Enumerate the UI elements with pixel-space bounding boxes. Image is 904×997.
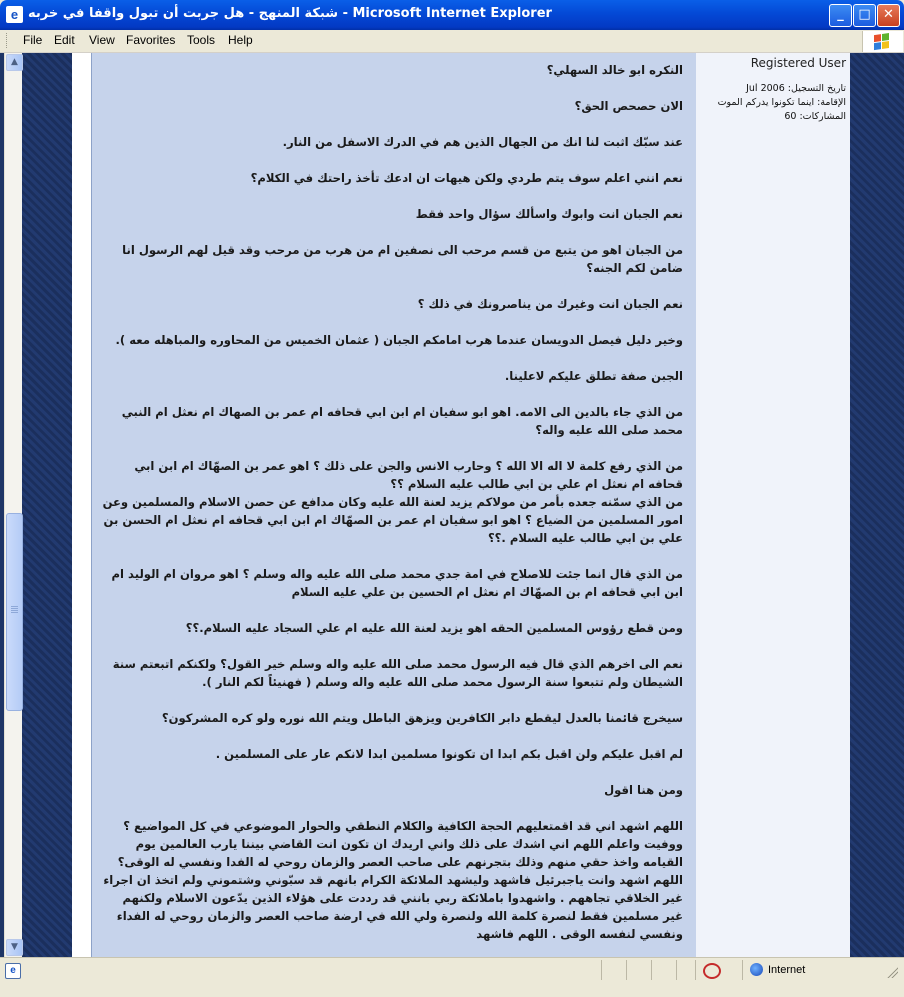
- status-divider: [695, 960, 696, 980]
- post-paragraph: عند سبّك اثبت لنا انك من الجهال الذين هم في الدرك الاسفل من النار.: [282, 135, 683, 149]
- status-divider: [601, 960, 602, 980]
- security-zone-label: Internet: [768, 964, 806, 976]
- ie-page-icon: e: [5, 963, 21, 979]
- post-paragraph: من الذي سمّنه جعده بأمر من مولاكم يزيد لعنة الله عليه وكان مدافع عن حصن الاسلام والمسلمين وعن امور المسلمين من الضياع ؟ اهو ابو سفيان ام عمر بن الصهّاك ام ابن ابي قحافه ام نعثل ام الحسن بن علي بن ابي طالب عليه السلام .؟؟: [102, 495, 683, 545]
- post-count: المشاركات: 60: [784, 111, 846, 122]
- menu-bar: [0, 30, 904, 53]
- window-title: شبكة المنهج - هل جربت أن تبول واقفا في خربه - Microsoft Internet Explorer: [28, 6, 552, 21]
- privacy-icon[interactable]: [703, 963, 721, 979]
- windows-logo-icon: [862, 31, 903, 52]
- scroll-thumb[interactable]: [6, 513, 23, 711]
- join-date: تاريخ التسجيل: Jul 2006: [746, 83, 846, 94]
- page-pattern-left: [22, 53, 72, 957]
- post-paragraph: من الذي جاء بالدين الى الامه. اهو ابو سفيان ام ابن ابي قحافه ام عمر بن الصهاك ام نعثل ام النبي محمد صلى الله عليه واله؟: [121, 405, 683, 437]
- minimize-button[interactable]: _: [829, 4, 852, 27]
- vertical-scrollbar[interactable]: [4, 53, 22, 957]
- menu-favorites[interactable]: Favorites: [126, 33, 176, 47]
- post-paragraph: وخير دليل فيصل الدويسان عندما هرب امامكم الجبان ( عثمان الخميس من المحاوره والمباهله معه ).: [115, 333, 683, 347]
- menu-edit[interactable]: Edit: [54, 33, 75, 47]
- status-divider: [651, 960, 652, 980]
- post-paragraph: اللهم اشهد اني قد اقمتعليهم الحجة الكافية والكلام النطقي والحوار الموضوعي في كل المواضيع ؟ ووفيت واعلم اللهم اني اشدك على ذلك واني اريدك ان تكون انت القاضي بيننا يارب العالمين يوم القيامه واخذ حقي منهم وذلك بتجرنهم على صاحب العصر والزمان روحي له الفدا ونفسي له الوقى؟ اللهم اشهد وانت ياجبرئيل فاشهد وليشهد الملائكة الكرام بانهم قد سبّوني وشتموني ولم اتخذ ان اجراء غير الخلاقي تجاههم . واشهدوا باملائكة ربي بانني قد رددت على هؤلاء الذين يدّعون الاسلام ولكنهم غير مسلمين فقط لنصرة كلمة الله ولنصرة ولي الله في ارضة صاحب العصر والزمان روحي له الفداء ونفسي لنفسه الوقى . اللهم فاشهد: [103, 819, 683, 941]
- post-paragraph: من الجبان اهو من يتبع من قسم مرحب الى نصفين ام من هرب من مرحب وقد قيل لهم الرسول انا ضامن لكم الجنه؟: [122, 243, 683, 275]
- status-divider: [742, 960, 743, 980]
- post-paragraph: نعم الجبان انت وغيرك من يناصرونك في ذلك ؟: [417, 297, 683, 311]
- ie-page-icon[interactable]: e: [6, 6, 23, 23]
- title-bar[interactable]: [0, 0, 904, 30]
- post-paragraph: لم اقبل عليكم ولن اقبل بكم ابدا ان تكونوا مسلمين ابدا لانكم عار على المسلمين .: [215, 747, 683, 761]
- post-paragraph: ومن هنا اقول: [604, 783, 683, 797]
- post-paragraph: نعم انني اعلم سوف يتم طردي ولكن هيهات ان ادعك تأخذ راحتك في الكلام؟: [250, 171, 683, 185]
- scroll-down-button[interactable]: ▼: [6, 939, 23, 956]
- post-paragraph: نعم الجبان انت وابوك واسألك سؤال واحد فقط: [415, 207, 683, 221]
- menu-tools[interactable]: Tools: [187, 33, 216, 47]
- post-paragraph: الان حصحص الحق؟: [574, 99, 683, 113]
- status-bar: [0, 957, 904, 984]
- post-text: [100, 61, 683, 997]
- maximize-button[interactable]: □: [853, 4, 876, 27]
- post-paragraph: النكره ابو خالد السهلي؟: [546, 63, 683, 77]
- post-body: [91, 53, 697, 957]
- browser-viewport: [0, 53, 904, 957]
- status-divider: [626, 960, 627, 980]
- post-paragraph: الجبن صفة تطلق عليكم لاعلينا.: [504, 369, 683, 383]
- scroll-up-button[interactable]: ▲: [6, 54, 23, 71]
- post-paragraph: من الذي رفع كلمة لا اله الا الله ؟ وحارب الانس والجن على ذلك ؟ اهو عمر بن الصهّاك ام ابن ابي قحافه ام نعثل ام علي بن ابي طالب عليه السلام ؟؟: [134, 459, 683, 491]
- forum-page: [72, 53, 850, 957]
- close-button[interactable]: ✕: [877, 4, 900, 27]
- page-pattern-right: [850, 53, 904, 957]
- menu-view[interactable]: View: [89, 33, 115, 47]
- resize-grip-icon[interactable]: [886, 966, 898, 978]
- globe-icon: [750, 963, 763, 976]
- post-paragraph: نعم الى اخرهم الذي قال فيه الرسول محمد صلى الله عليه واله وسلم خير القول؟ ولكنكم اتبعتم سنة الشيطان ولم تتبعوا سنة الرسول محمد صلى الله عليه واله وسلم ( فهنيئاً لكم النار ).: [112, 657, 683, 689]
- status-divider: [676, 960, 677, 980]
- user-location: الإقامة: اينما تكونوا يدركم الموت: [717, 97, 846, 108]
- toolbar-grip[interactable]: [6, 33, 10, 48]
- post-paragraph: ومن قطع رؤوس المسلمين الحقه اهو يزيد لعنة الله عليه ام علي السجاد عليه السلام.؟؟: [185, 621, 683, 635]
- post-paragraph: سيخرج قائمنا بالعدل ليقطع دابر الكافرين ويزهق الباطل ويتم الله نوره ولو كره المشركون؟: [161, 711, 683, 725]
- user-title: Registered User: [750, 56, 846, 70]
- menu-file[interactable]: File: [23, 33, 43, 47]
- menu-help[interactable]: Help: [228, 33, 253, 47]
- post-paragraph: من الذي قال انما جئت للاصلاح في امة جدي محمد صلى الله عليه واله وسلم ؟ اهو مروان ام الوليد ام ابن ابي قحافه ام بن الصهّاك ام نعثل ام الحسين بن علي عليه السلام: [111, 567, 683, 599]
- user-info-panel: [696, 53, 850, 957]
